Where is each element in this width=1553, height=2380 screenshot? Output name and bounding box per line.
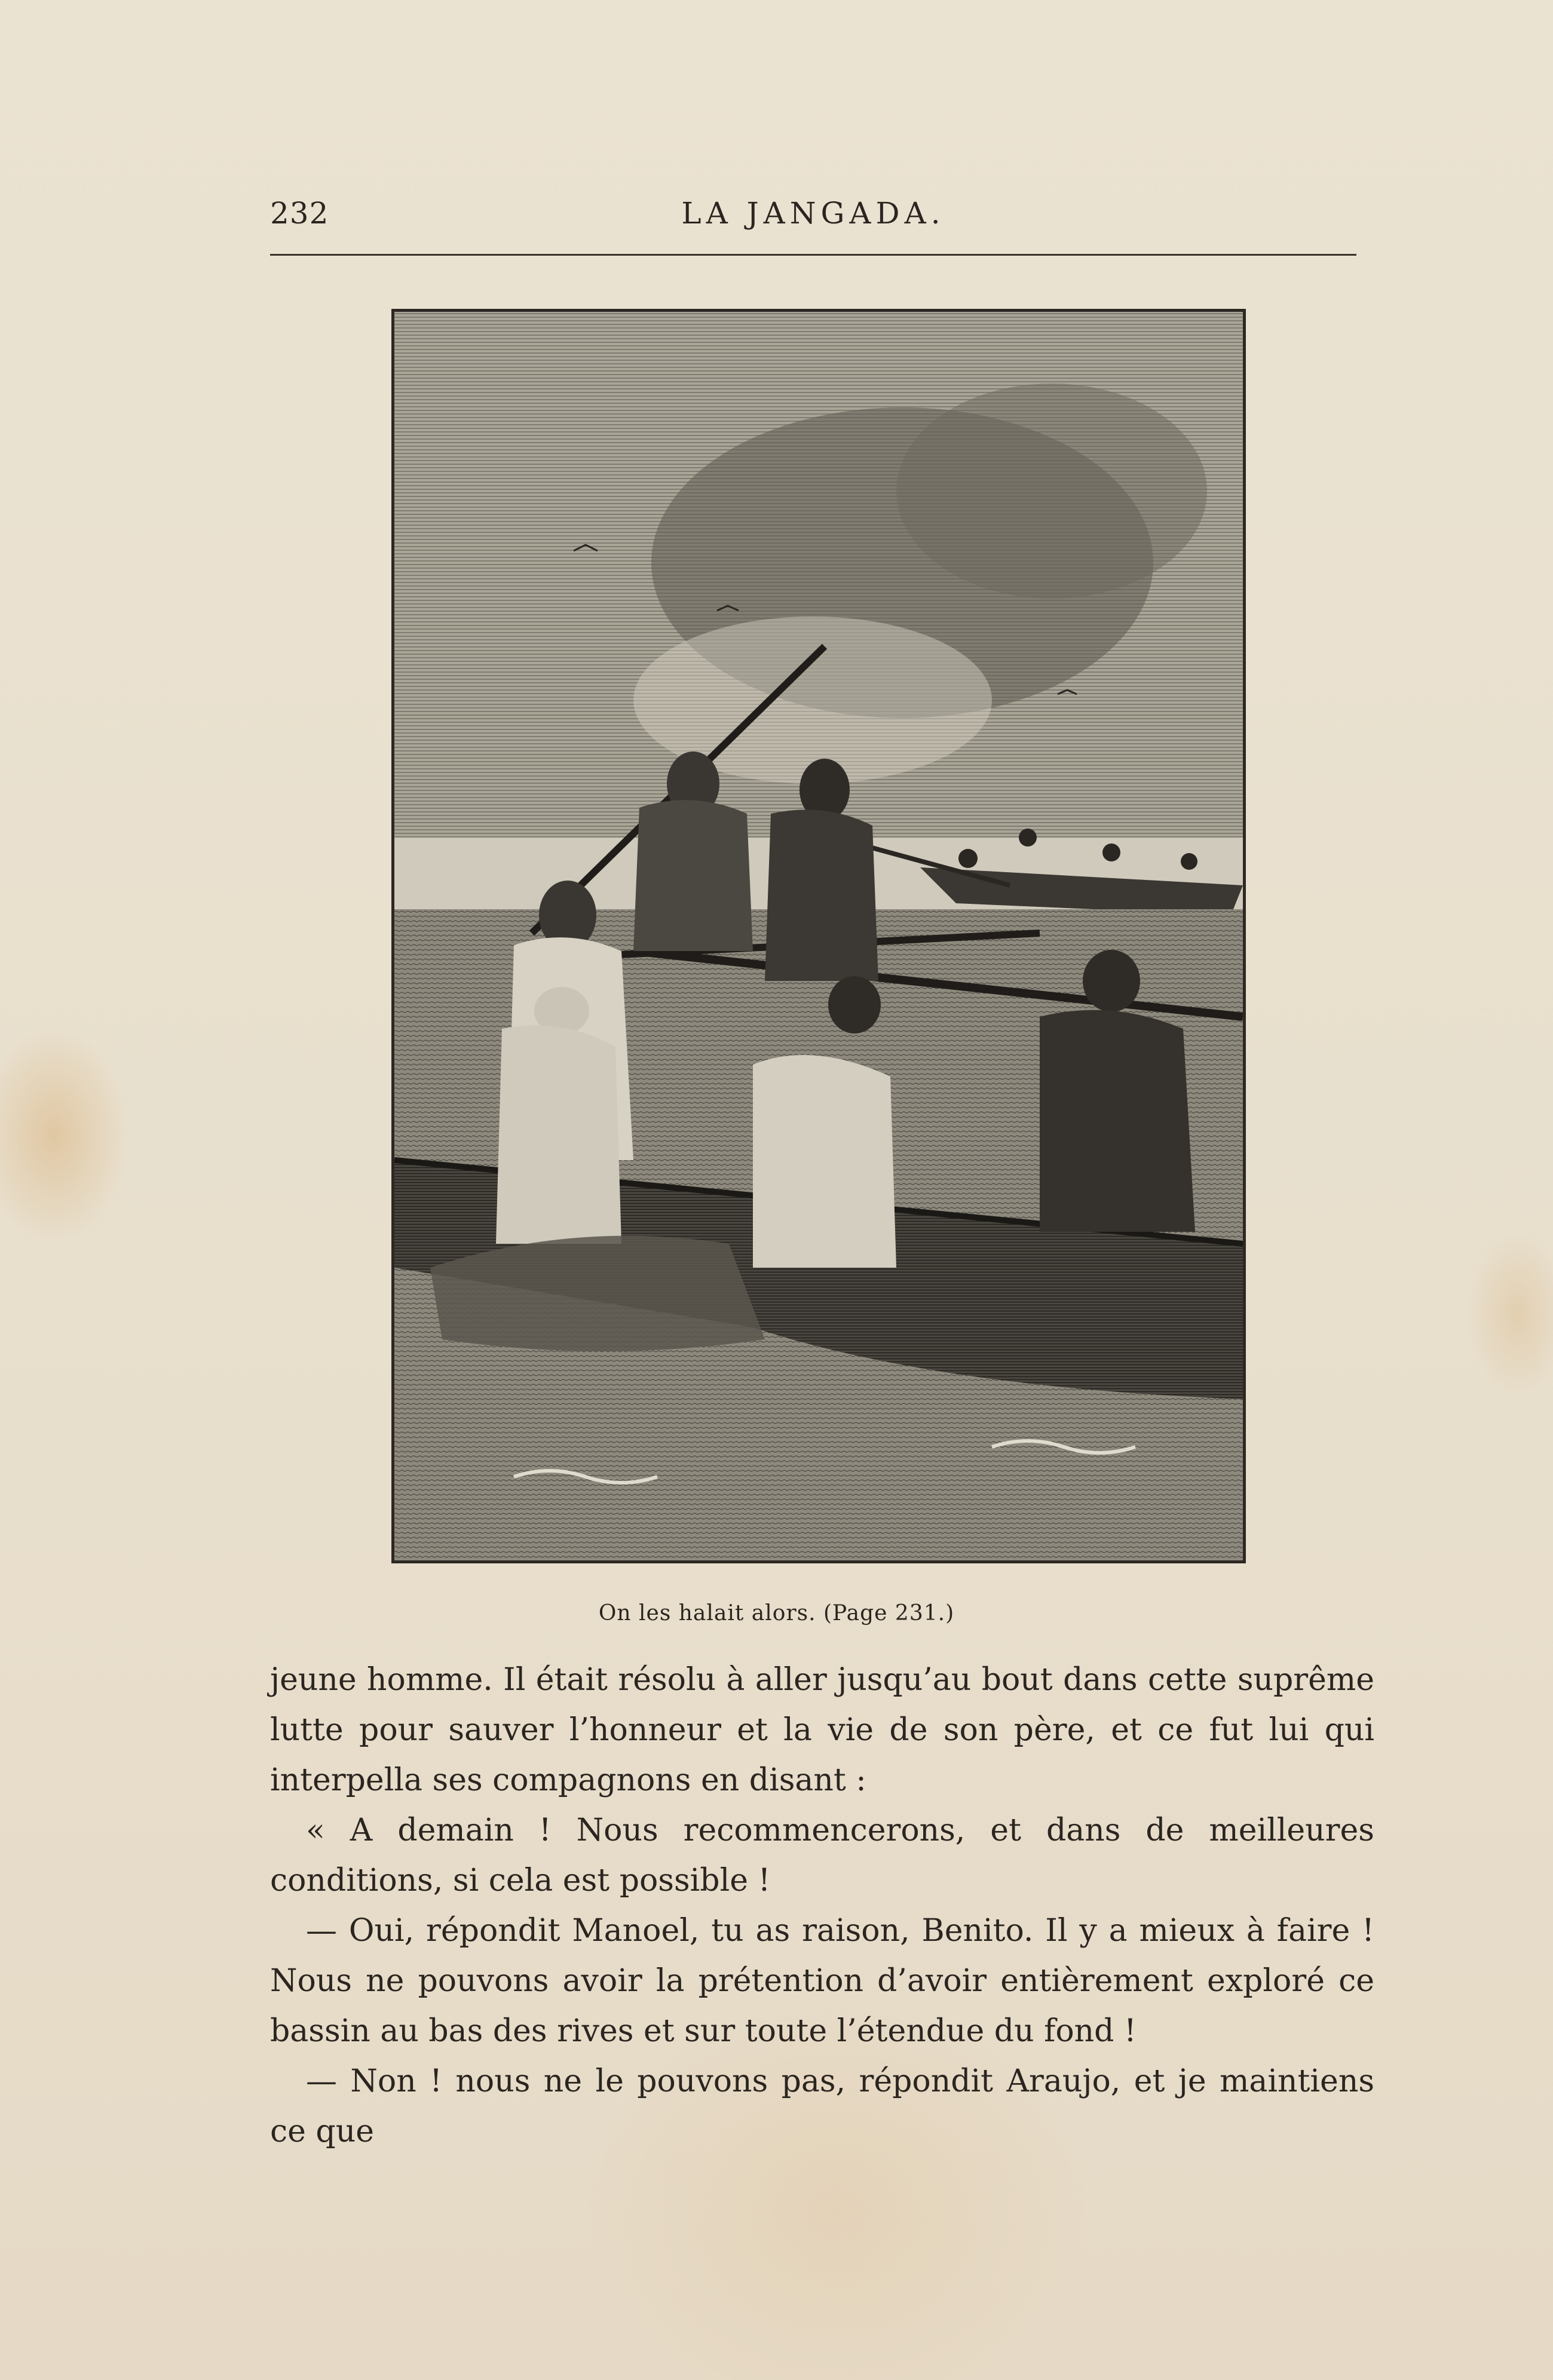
header-rule — [270, 254, 1356, 256]
paragraph: « A demain ! Nous recommencerons, et dans de meilleures conditions, si cela est possible ! — [270, 1812, 1374, 1899]
engraving-illustration — [391, 309, 1246, 1563]
illustration-caption: On les halait alors. (Page 231.) — [598, 1601, 955, 1625]
running-title: LA JANGADA. — [681, 196, 945, 231]
paragraph: — Oui, répondit Manoel, tu as raison, Benito. Il y a mieux à faire ! Nous ne pouvons avoir la prétention d’avoir entièrement exploré ce bassin au bas des rives et sur toute l’étendue du fond ! — [270, 1913, 1374, 2049]
paragraph: — Non ! nous ne le pouvons pas, répondit Araujo, et je maintiens ce que — [270, 2063, 1374, 2149]
page-number: 232 — [270, 196, 329, 231]
body-text — [270, 1655, 1374, 2157]
paragraph: jeune homme. Il était résolu à aller jusqu’au bout dans cette suprême lutte pour sauver l’honneur et la vie de son père, et ce fut lui qui interpella ses compagnons en disant : — [270, 1662, 1374, 1798]
running-head — [270, 190, 1356, 238]
